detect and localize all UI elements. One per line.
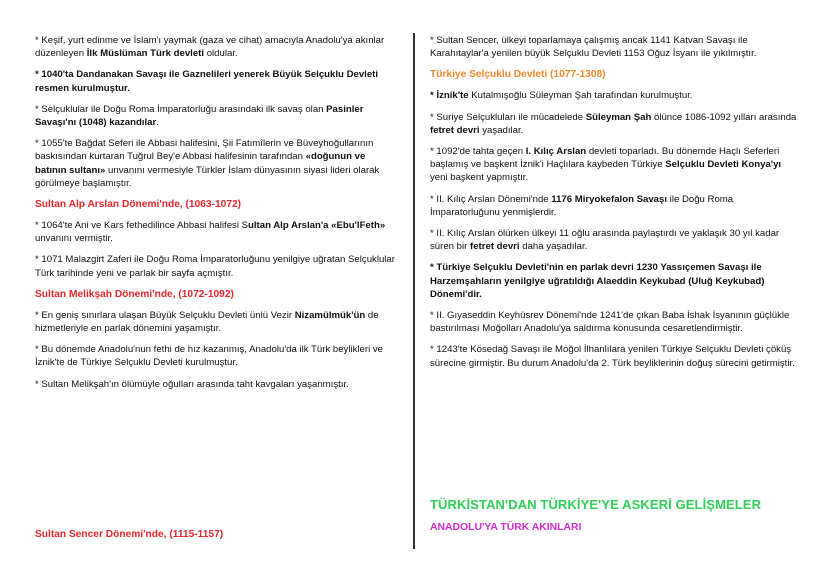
paragraph bbox=[35, 103, 395, 129]
text: * 1064'te Ani ve Kars fethedilince Abbasi halifesi S bbox=[35, 220, 249, 232]
text: . bbox=[156, 117, 159, 129]
text: * Selçuklular ile Doğu Roma İmparatorluğu arasındaki ilk savaş olan bbox=[35, 103, 327, 115]
text: * Keşif, yurt edinme ve İslam'ı yaymak (gaza ve cihat) amacıyla Anadolu'ya akınlar düzenleyen bbox=[35, 35, 385, 60]
text: unvanını vermesiyle Türkler İslam dünyasının siyasi lideri olarak görülmeye başlamıştır. bbox=[35, 164, 380, 189]
sub-title: ANADOLU'YA TÜRK AKINLARI bbox=[430, 522, 582, 533]
paragraph: * Sultan Sencer, ülkeyi toparlamaya çalışmış ancak 1141 Katvan Savaşı ile Karahıtaylar'a yenilen büyük Selçuklu Devleti 1153 Oğuz İsyanı ile yıkılmıştır. bbox=[430, 35, 757, 60]
bold-text: fetret devri bbox=[430, 124, 480, 136]
paragraph bbox=[430, 193, 798, 219]
paragraph: * Sultan Melikşah'ın ölümüyle oğulları arasında taht kavgaları yaşanmıştır. bbox=[35, 378, 349, 390]
bold-text: 1176 Miryokefalon Savaşı bbox=[551, 193, 668, 205]
bold-text: ultan Alp Arslan'a «Ebu'lFeth» bbox=[248, 220, 386, 232]
text: oldular. bbox=[204, 48, 238, 60]
bold-text: Pasinler Savaşı'nı (1048) kazandılar bbox=[35, 103, 364, 129]
text: * En geniş sınırlara ulaşan Büyük Selçuklu Devleti ünlü Vezir bbox=[35, 309, 295, 321]
text: * 1092'de tahta geçen bbox=[430, 146, 526, 158]
bold-text: Selçuklu Devleti Konya'yı bbox=[665, 159, 782, 171]
bold-text: Süleyman Şah bbox=[585, 111, 652, 123]
section-heading-turkiye-selcuklu: Türkiye Selçuklu Devleti (1077-1308) bbox=[430, 69, 606, 81]
text: yeni başkent yapmıştır. bbox=[430, 172, 529, 184]
text: de hizmetleriyle en parlak dönemini yaşamıştır. bbox=[35, 309, 379, 335]
paragraph bbox=[35, 309, 395, 335]
section-heading-meliksah: Sultan Melikşah Dönemi'nde, (1072-1092) bbox=[35, 288, 234, 300]
left-column bbox=[35, 34, 395, 399]
bold-text: fetret devri bbox=[470, 241, 520, 253]
main-title: TÜRKİSTAN'DAN TÜRKİYE'YE ASKERİ GELİŞMELER bbox=[430, 497, 762, 512]
text: * II. Kılıç Arslan ölürken ülkeyi 11 oğlu arasında paylaştırdı ve yaklaşık 30 yıl kadar süren bir bbox=[430, 228, 780, 253]
bold-text: «doğunun ve batının sultanı» bbox=[35, 151, 366, 176]
text: * 1055'te Bağdat Seferi ile Abbasi halifesini, Şii Fatımîlerin ve Büveyhoğullarının baskısından kurtaran Tuğrul Bey'e Abbasi halifesinin tarafından bbox=[35, 138, 374, 163]
bold-text: * İznik'te bbox=[430, 90, 469, 102]
text: ile Doğu Roma İmparatorluğunu yenmişlerdir. bbox=[430, 193, 734, 218]
paragraph bbox=[35, 34, 395, 60]
paragraph bbox=[35, 68, 395, 94]
text: * Suriye Selçukluları ile mücadelede bbox=[430, 111, 586, 123]
right-column bbox=[430, 34, 798, 378]
paragraph: * 1071 Malazgirt Zaferi ile Doğu Roma İmparatorluğunu yenilgiye uğratan Selçuklular Türk tarihinde yeni ve parlak bir sayfa açmıştır. bbox=[35, 254, 395, 279]
paragraph bbox=[430, 89, 798, 102]
text: devleti toparladı. Bu dönemde Haçlı Seferleri başlamış ve başkent İznik'i Haçlılara kaybeden Türkiye bbox=[430, 146, 780, 171]
paragraph bbox=[35, 137, 395, 190]
paragraph bbox=[430, 227, 798, 253]
text: ölünce 1086-1092 yılları arasında bbox=[651, 111, 797, 123]
paragraph bbox=[430, 261, 798, 301]
text: unvanını vermiştir. bbox=[35, 233, 113, 245]
paragraph: * Bu dönemde Anadolu'nun fethi de hız kazanmış, Anadolu'da ilk Türk beylikleri ve İznik'te de Türkiye Selçuklu Devleti kurulmuştur. bbox=[35, 344, 384, 369]
bold-text: İlk Müslüman Türk devleti bbox=[86, 48, 205, 60]
paragraph: * II. Gıyaseddin Keyhüsrev Dönemi'nde 1241'de çıkan Baba İshak İsyanının güçlükle bastırılması Moğolları Anadolu'ya saldırma konusunda cesaretlendirmiştir. bbox=[430, 310, 790, 335]
column-divider bbox=[413, 33, 415, 549]
bold-text: I. Kılıç Arslan bbox=[525, 146, 587, 158]
bold-text: * 1040'ta Dandanakan Savaşı ile Gaznelileri yenerek Büyük Selçuklu Devleti resmen kurulmuştur. bbox=[35, 69, 379, 94]
paragraph: * 1243'te Kösedağ Savaşı ile Moğol İlhanlılara yenilen Türkiye Selçuklu Devleti çöküş sürecine girmiştir. Bu durum Anadolu'da 2. Türk beyliklerinin doğuş sürecini getirmiştir. bbox=[430, 344, 795, 369]
bold-text: Nizamülmük'ün bbox=[294, 309, 366, 321]
text: daha yaşadılar. bbox=[519, 241, 588, 253]
text: * II. Kılıç Arslan Dönemi'nde bbox=[430, 193, 552, 205]
bold-text: * Türkiye Selçuklu Devleti'nin en parlak devri 1230 Yassıçemen Savaşı ile Harzemşahların yenilgiye uğratıldığı Alaeddin Keykubad (Uluğ Keykubad) Dönemi'dir. bbox=[430, 262, 765, 300]
paragraph bbox=[430, 145, 798, 185]
paragraph bbox=[430, 111, 798, 137]
section-heading-alp-arslan: Sultan Alp Arslan Dönemi'nde, (1063-1072) bbox=[35, 199, 242, 211]
section-heading-sencer: Sultan Sencer Dönemi'nde, (1115-1157) bbox=[35, 529, 224, 540]
text: yaşadılar. bbox=[479, 124, 524, 136]
paragraph bbox=[35, 219, 395, 245]
text: Kutalmışoğlu Süleyman Şah tarafından kurulmuştur. bbox=[468, 90, 693, 102]
